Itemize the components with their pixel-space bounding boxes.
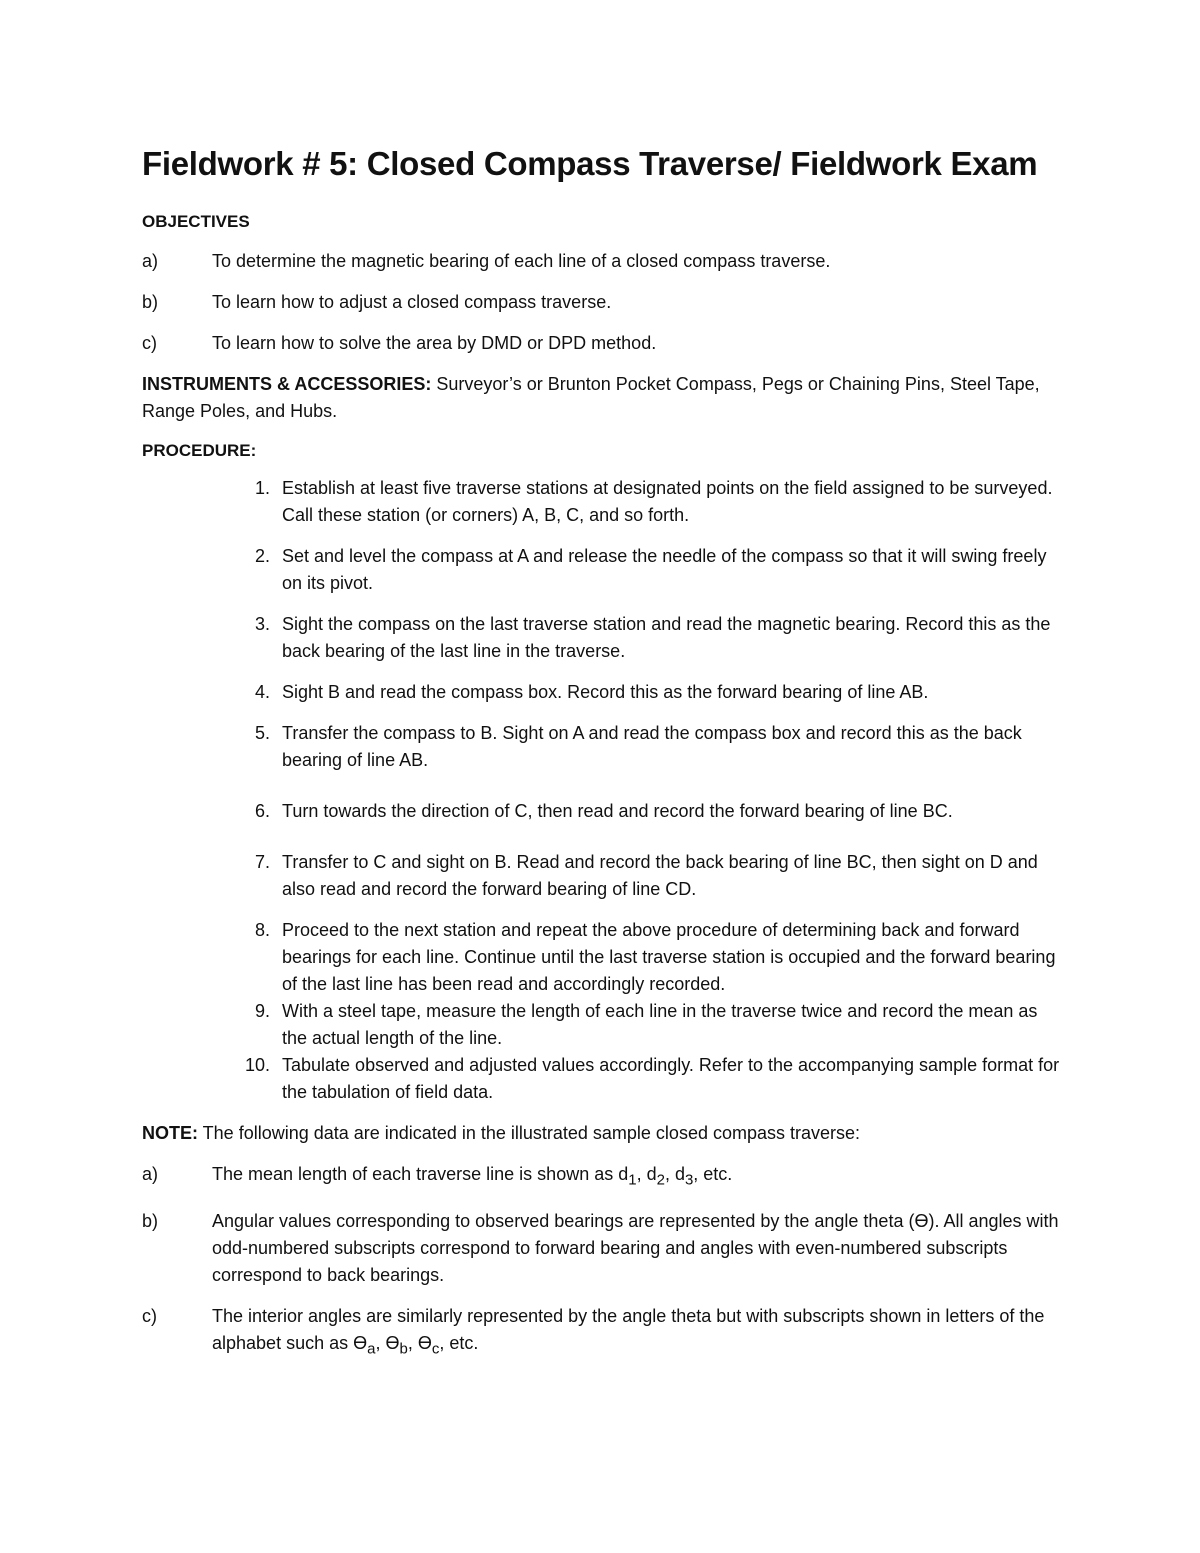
step-number: 4.: [254, 682, 270, 702]
step-text: Establish at least five traverse stations at designated points on the field assigned to be surveyed. Call these station (or corners) A, B, C, and so forth.: [282, 478, 1053, 525]
list-item: [142, 1208, 1062, 1289]
text-segment: , etc.: [693, 1164, 733, 1184]
step-text: Set and level the compass at A and release the needle of the compass so that it will swing freely on its pivot.: [282, 546, 1047, 593]
subscript: 2: [656, 1171, 665, 1189]
procedure-step: [142, 849, 1062, 903]
text-segment: The mean length of each traverse line is shown as d: [212, 1164, 629, 1184]
item-text: [212, 1161, 1062, 1194]
item-text: To learn how to adjust a closed compass traverse.: [212, 292, 612, 312]
text-segment: ,: [407, 1332, 418, 1353]
procedure-step: [142, 543, 1062, 597]
procedure-step: [142, 475, 1062, 529]
step-number: 7.: [254, 852, 270, 872]
note-list: [142, 1161, 1062, 1362]
step-number: 5.: [254, 723, 270, 743]
list-item: [142, 289, 1062, 316]
instruments-label: INSTRUMENTS & ACCESSORIES:: [142, 374, 432, 394]
step-text: Transfer to C and sight on B. Read and record the back bearing of line BC, then sight on D and also read and record the forward bearing of line CD.: [282, 852, 1038, 899]
text-segment: The interior angles are similarly represented by the angle theta but with subscripts shown in letters of the alphabet such as: [212, 1305, 1045, 1353]
item-label: a): [142, 251, 159, 271]
text-segment: , d: [664, 1164, 685, 1184]
theta-symbol: ϴ: [353, 1332, 368, 1353]
subscript: b: [399, 1340, 408, 1358]
text-segment: , d: [636, 1164, 657, 1184]
item-text: Angular values corresponding to observed bearings are represented by the angle theta (ϴ). All angles with odd-numbered subscripts correspond to forward bearing and angles with even-numbered subscripts correspond to back bearings.: [212, 1210, 1059, 1285]
subscript: a: [367, 1340, 376, 1358]
list-item: [142, 248, 1062, 275]
list-item: [142, 1161, 1062, 1194]
step-number: 3.: [254, 614, 270, 634]
step-number: 2.: [254, 546, 270, 566]
instruments-text: Surveyor’s or Brunton Pocket Compass, Pegs or Chaining Pins, Steel Tape, Range Poles, and Hubs.: [142, 374, 1040, 421]
procedure-step: [142, 1052, 1062, 1106]
text-segment: , etc.: [439, 1332, 479, 1353]
objectives-list: [142, 248, 1062, 357]
theta-symbol: ϴ: [385, 1332, 400, 1353]
step-text: Transfer the compass to B. Sight on A and read the compass box and record this as the back bearing of line AB.: [282, 723, 1022, 770]
step-text: Proceed to the next station and repeat the above procedure of determining back and forward bearings for each line. Continue until the last traverse station is occupied and the forward bearing of the last line has been read and accordingly recorded.: [282, 920, 1056, 994]
subscript: 3: [684, 1171, 694, 1189]
item-text: To learn how to solve the area by DMD or DPD method.: [212, 333, 657, 353]
subscript: c: [431, 1340, 440, 1358]
item-text: [212, 1303, 1062, 1363]
step-number: 8.: [254, 920, 270, 940]
item-text: To determine the magnetic bearing of each line of a closed compass traverse.: [212, 251, 831, 271]
step-text: With a steel tape, measure the length of each line in the traverse twice and record the mean as the actual length of the line.: [282, 1001, 1038, 1048]
item-label: b): [142, 1210, 159, 1231]
procedure-list: [142, 475, 1062, 1106]
procedure-step: [142, 917, 1062, 998]
note-paragraph: [142, 1120, 1062, 1147]
procedure-step: [142, 798, 1062, 825]
note-label: NOTE:: [142, 1123, 198, 1143]
document-page: [142, 144, 1062, 1376]
list-item: [142, 1303, 1062, 1363]
item-label: b): [142, 292, 159, 312]
list-item: [142, 330, 1062, 357]
step-number: 1.: [254, 478, 270, 498]
step-text: Tabulate observed and adjusted values accordingly. Refer to the accompanying sample format for the tabulation of field data.: [282, 1055, 1060, 1102]
item-label: c): [142, 1305, 157, 1326]
step-number: 9.: [254, 1001, 270, 1021]
text-segment: ,: [375, 1332, 386, 1353]
procedure-step: [142, 998, 1062, 1052]
procedure-step: [142, 679, 1062, 706]
procedure-step: [142, 720, 1062, 774]
note-text: The following data are indicated in the illustrated sample closed compass traverse:: [198, 1123, 861, 1143]
item-label: a): [142, 1164, 159, 1184]
step-number: 6.: [254, 801, 270, 821]
procedure-heading: PROCEDURE:: [142, 441, 257, 460]
page-title: Fieldwork # 5: Closed Compass Traverse/ Fieldwork Exam: [142, 145, 1038, 182]
objectives-heading: OBJECTIVES: [142, 212, 250, 231]
subscript: 1: [628, 1171, 637, 1189]
theta-symbol: ϴ: [417, 1332, 432, 1353]
step-text: Turn towards the direction of C, then read and record the forward bearing of line BC.: [282, 801, 953, 821]
item-label: c): [142, 333, 157, 353]
step-text: Sight the compass on the last traverse station and read the magnetic bearing. Record this as the back bearing of the last line in the traverse.: [282, 614, 1051, 661]
step-text: Sight B and read the compass box. Record this as the forward bearing of line AB.: [282, 682, 929, 702]
instruments-paragraph: [142, 371, 1062, 425]
procedure-step: [142, 611, 1062, 665]
step-number: 10.: [244, 1055, 270, 1075]
